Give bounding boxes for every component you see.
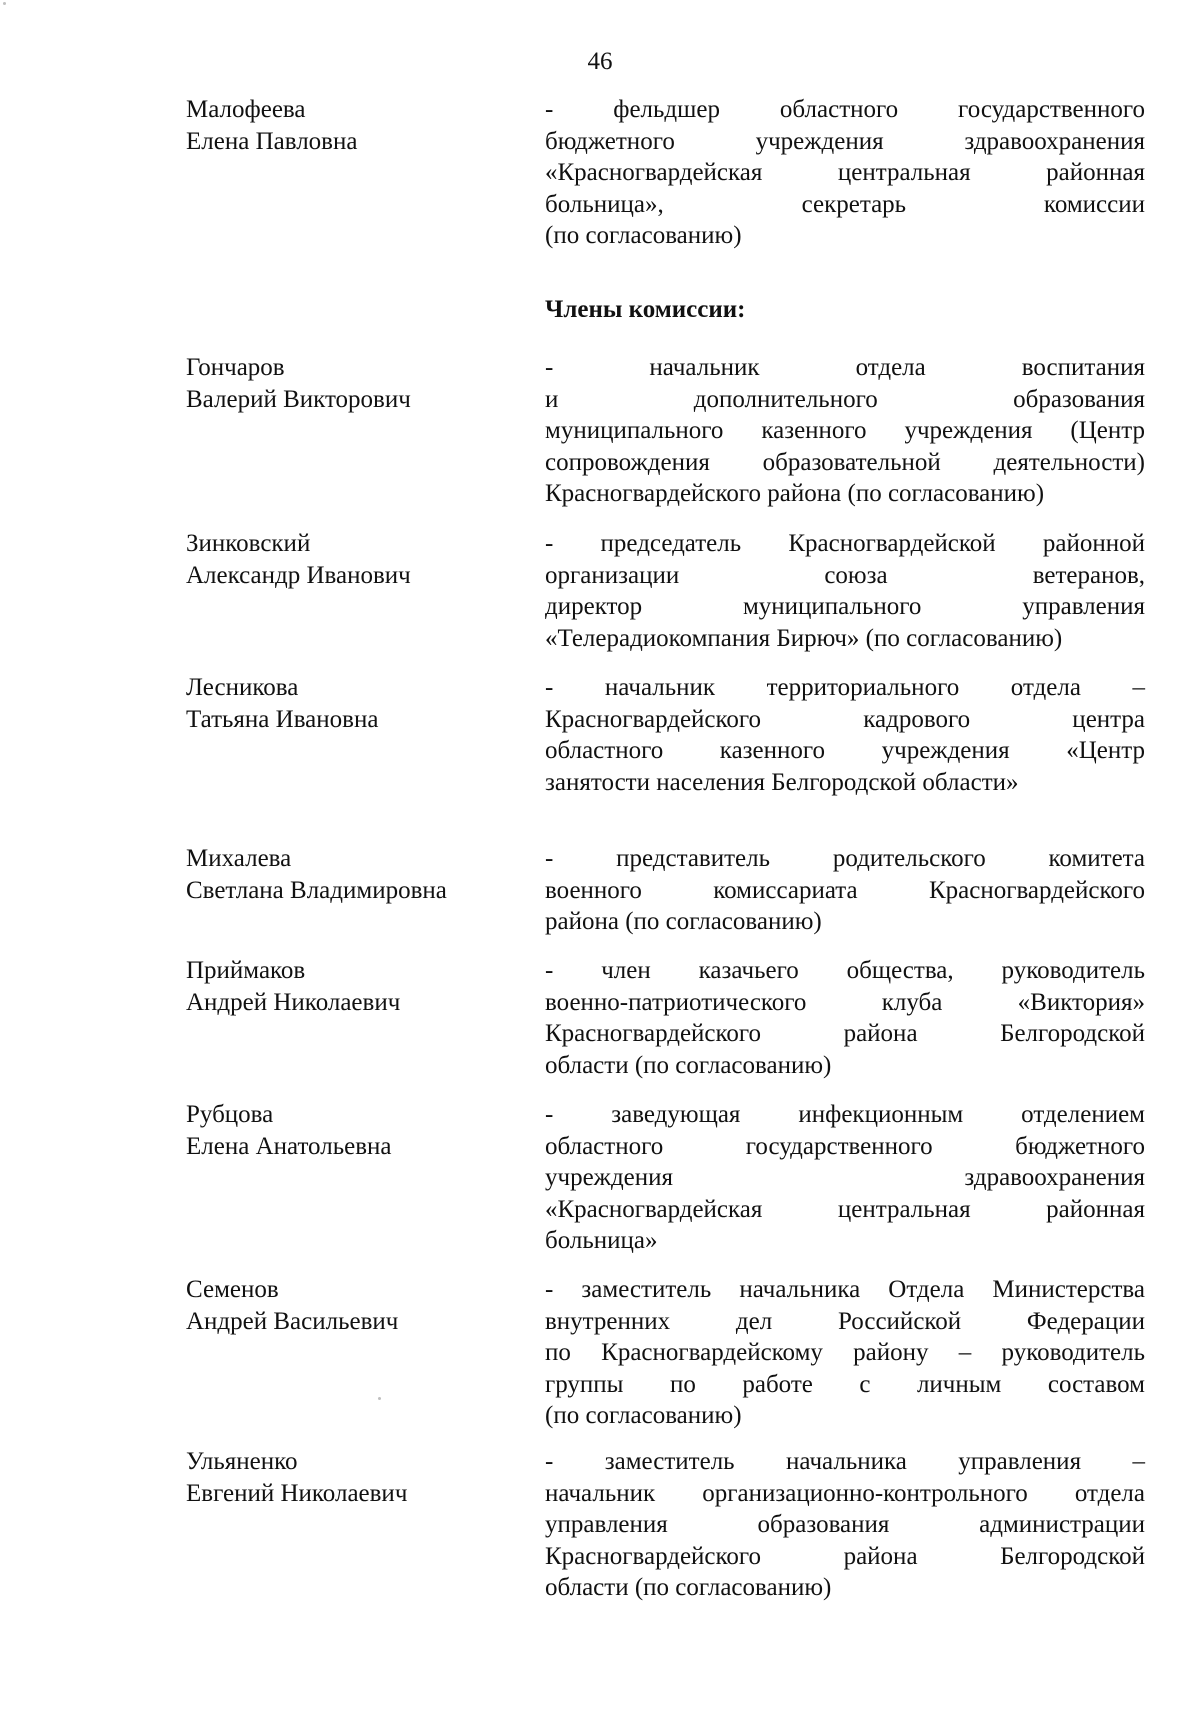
member-name <box>186 1446 516 1509</box>
role-line: внутренних дел Российской Федерации <box>545 1307 1145 1335</box>
member-name <box>186 528 516 591</box>
member-role <box>545 843 1145 938</box>
surname: Лесникова <box>186 674 299 701</box>
role-line: Красногвардейского района Белгородской <box>545 1020 1145 1047</box>
role-line: директор муниципального управления <box>545 593 1145 620</box>
role-line: областного казенного учреждения «Центр <box>545 737 1145 764</box>
given-names: Андрей Васильевич <box>186 1307 399 1335</box>
role-line: по Красногвардейскому району – руководитель <box>545 1339 1145 1366</box>
given-names: Александр Иванович <box>186 561 411 589</box>
section-heading: Члены комиссии: <box>545 296 746 323</box>
member-name <box>186 672 516 735</box>
scan-speck <box>3 2 6 5</box>
role-line: «Красногвардейская центральная районная <box>545 159 1145 186</box>
given-names: Татьяна Ивановна <box>186 705 379 733</box>
role-line: - заведующая инфекционным отделением <box>545 1101 1145 1128</box>
scan-speck <box>378 1397 381 1400</box>
role-line: - фельдшер областного государственного <box>545 96 1145 123</box>
surname: Гончаров <box>186 354 285 381</box>
member-role <box>545 528 1145 654</box>
member-role <box>545 1099 1145 1257</box>
surname: Зинковский <box>186 530 311 557</box>
role-line: военного комиссариата Красногвардейского <box>545 876 1145 904</box>
member-name <box>186 843 516 906</box>
role-line: (по согласованию) <box>545 1402 742 1429</box>
role-line: начальник организационно-контрольного отдела <box>545 1479 1145 1507</box>
role-line: сопровождения образовательной деятельности) <box>545 448 1145 476</box>
member-name <box>186 352 516 415</box>
role-line: (по согласованию) <box>545 222 742 249</box>
surname: Ульяненко <box>186 1448 298 1475</box>
role-line: области (по согласованию) <box>545 1574 832 1601</box>
role-line: области (по согласованию) <box>545 1051 832 1079</box>
role-line: - председатель Красногвардейской районной <box>545 530 1145 557</box>
role-line: управления образования администрации <box>545 1511 1145 1538</box>
member-role <box>545 672 1145 798</box>
given-names: Светлана Владимировна <box>186 876 447 904</box>
role-line: занятости населения Белгородской области» <box>545 768 1019 796</box>
role-line: Красногвардейского кадрового центра <box>545 705 1145 733</box>
role-line: - начальник территориального отдела – <box>545 674 1145 701</box>
role-line: группы по работе с личным составом <box>545 1370 1145 1398</box>
surname: Рубцова <box>186 1101 274 1128</box>
role-line: - заместитель начальника управления – <box>545 1448 1145 1475</box>
member-name <box>186 1274 516 1337</box>
member-role <box>545 1446 1145 1604</box>
surname: Приймаков <box>186 957 306 984</box>
role-line: муниципального казенного учреждения (Центр <box>545 417 1145 444</box>
member-role <box>545 955 1145 1081</box>
role-line: «Красногвардейская центральная районная <box>545 1195 1145 1223</box>
given-names: Валерий Викторович <box>186 385 411 413</box>
page-number: 46 <box>587 48 613 75</box>
member-name <box>186 94 516 157</box>
role-line: - заместитель начальника Отдела Министерства <box>545 1276 1145 1303</box>
given-names: Евгений Николаевич <box>186 1479 408 1507</box>
role-line: - представитель родительского комитета <box>545 845 1145 872</box>
member-name <box>186 1099 516 1162</box>
role-line: областного государственного бюджетного <box>545 1132 1145 1160</box>
role-line: больница», секретарь комиссии <box>545 190 1145 218</box>
surname: Михалева <box>186 845 292 872</box>
role-line: бюджетного учреждения здравоохранения <box>545 127 1145 155</box>
role-line: Красногвардейского района (по согласованию) <box>545 480 1045 507</box>
role-line: «Телерадиокомпания Бирюч» (по согласованию) <box>545 624 1063 652</box>
role-line: больница» <box>545 1227 658 1254</box>
role-line: района (по согласованию) <box>545 908 822 935</box>
role-line: военно-патриотического клуба «Виктория» <box>545 988 1145 1016</box>
member-role <box>545 352 1145 510</box>
surname: Малофеева <box>186 96 306 123</box>
member-role <box>545 94 1145 252</box>
role-line: учреждения здравоохранения <box>545 1164 1145 1191</box>
given-names: Елена Анатольевна <box>186 1132 392 1160</box>
role-line: - начальник отдела воспитания <box>545 354 1145 381</box>
role-line: организации союза ветеранов, <box>545 561 1145 589</box>
role-line: и дополнительного образования <box>545 385 1145 413</box>
member-name <box>186 955 516 1018</box>
given-names: Елена Павловна <box>186 127 358 155</box>
surname: Семенов <box>186 1276 279 1303</box>
given-names: Андрей Николаевич <box>186 988 401 1016</box>
member-role <box>545 1274 1145 1432</box>
role-line: Красногвардейского района Белгородской <box>545 1542 1145 1570</box>
role-line: - член казачьего общества, руководитель <box>545 957 1145 984</box>
